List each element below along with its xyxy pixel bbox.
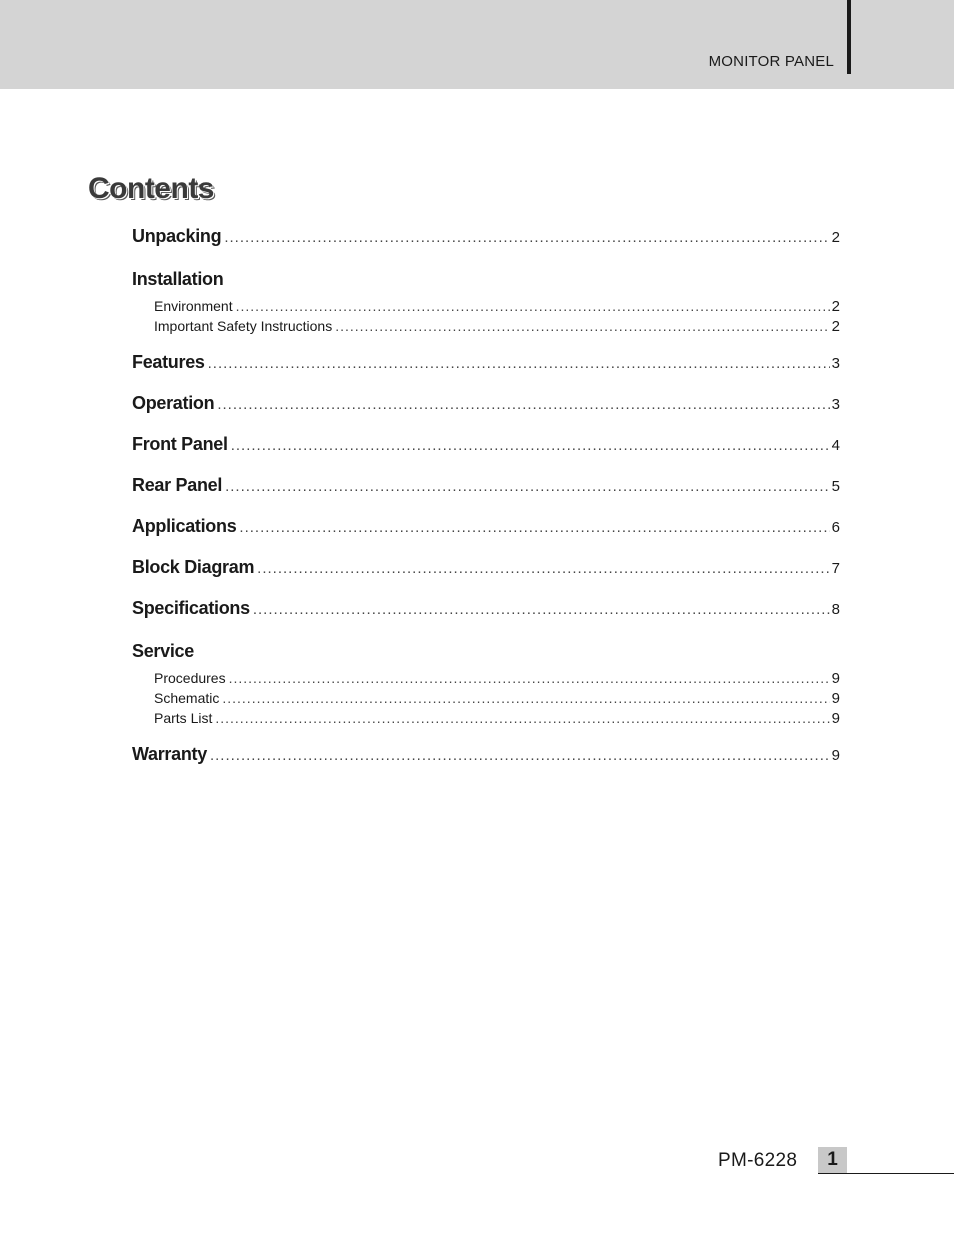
toc-label: Applications [132,516,237,536]
toc-label: Block Diagram [132,557,255,577]
toc-label: Warranty [132,744,207,764]
toc-label: Specifications [132,598,250,618]
toc-entry-operation[interactable] [132,393,840,422]
toc-page-number: 9 [831,747,840,764]
toc-label: Environment [154,298,233,314]
toc-leader-dots [208,355,830,372]
toc-entry-block-diagram[interactable] [132,557,840,586]
toc-page-number: 8 [831,601,840,618]
toc-leader-dots [236,298,830,314]
toc-subentry-schematic[interactable] [132,690,840,710]
footer-model-number: PM-6228 [718,1150,798,1171]
toc-subentry-parts-list[interactable] [132,710,840,730]
toc-page-number: 9 [831,690,840,707]
toc-leader-dots [335,318,829,334]
toc-entry-rear-panel[interactable] [132,475,840,504]
toc-subentry-safety-instructions[interactable] [132,318,840,338]
toc-heading-service: Service [132,641,194,661]
toc-entry-applications[interactable] [132,516,840,545]
toc-page-number: 2 [831,229,840,246]
toc-subentry-environment[interactable] [132,298,840,318]
toc-label: Schematic [154,690,220,706]
toc-label: Parts List [154,710,213,726]
toc-heading-installation: Installation [132,269,224,289]
toc-page-number: 3 [831,355,840,372]
toc-label: Features [132,352,205,372]
toc-label: Important Safety Instructions [154,318,333,334]
toc-leader-dots [210,747,830,764]
toc-page-number: 7 [831,560,840,577]
toc-entry-front-panel[interactable] [132,434,840,463]
header-vertical-bar [847,0,851,74]
table-of-contents [132,226,840,773]
toc-page-number: 6 [831,519,840,536]
toc-entry-unpacking[interactable] [132,226,840,255]
toc-label: Operation [132,393,215,413]
toc-leader-dots [222,690,829,706]
toc-label: Procedures [154,670,226,686]
header-title: MONITOR PANEL [708,53,834,70]
footer-page-number: 1 [818,1147,847,1173]
toc-entry-features[interactable] [132,352,840,381]
footer-rule [818,1173,954,1174]
toc-leader-dots [253,601,830,618]
toc-page-number: 2 [831,298,840,315]
toc-label: Rear Panel [132,475,223,495]
toc-entry-warranty[interactable] [132,744,840,773]
toc-subentry-procedures[interactable] [132,670,840,690]
toc-page-number: 4 [831,437,840,454]
toc-label: Unpacking [132,226,222,246]
toc-label: Front Panel [132,434,228,454]
toc-leader-dots [217,396,829,413]
toc-leader-dots [215,710,829,726]
toc-leader-dots [224,229,829,246]
toc-leader-dots [239,519,829,536]
toc-leader-dots [225,478,830,495]
toc-page-number: 3 [831,396,840,413]
toc-leader-dots [229,670,830,686]
toc-page-number: 9 [831,670,840,687]
toc-leader-dots [257,560,830,577]
toc-leader-dots [231,437,830,454]
header-band [0,0,954,89]
toc-page-number: 9 [831,710,840,727]
contents-title: Contents [88,172,214,205]
toc-entry-specifications[interactable] [132,598,840,627]
toc-page-number: 2 [831,318,840,335]
toc-page-number: 5 [831,478,840,495]
